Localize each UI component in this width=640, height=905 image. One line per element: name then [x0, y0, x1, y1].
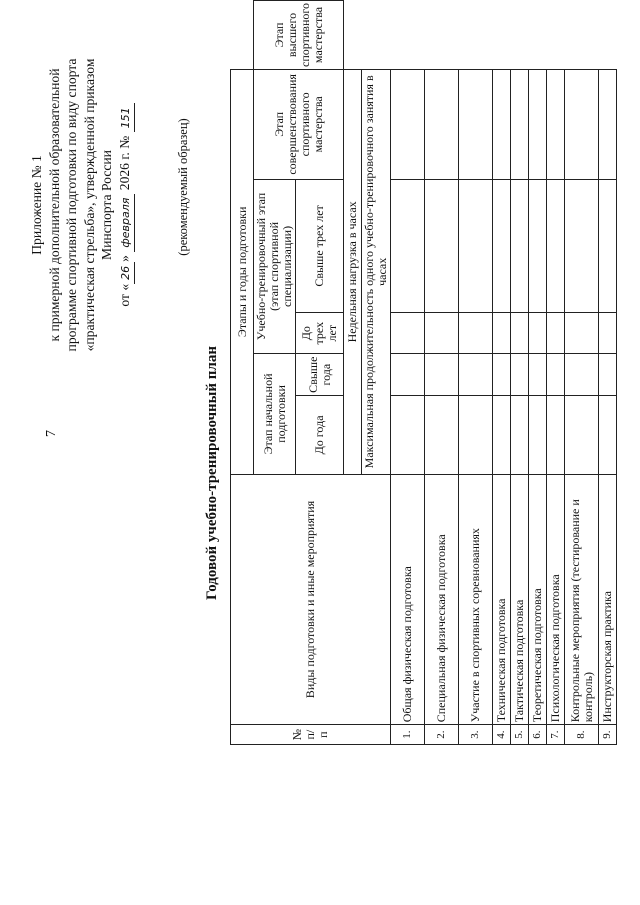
header-perfection-stage: Этап совершенствования спортивного мастерства [254, 69, 344, 179]
cell [511, 69, 529, 179]
cell [599, 69, 617, 179]
cell [425, 313, 459, 354]
appendix-line: Минспорта России [99, 150, 114, 260]
row-number: 8. [565, 725, 599, 745]
row-name: Психологическая подготовка [547, 474, 565, 725]
date-prefix: от « [116, 283, 132, 307]
cell [529, 69, 547, 179]
row-number: 6. [529, 725, 547, 745]
cell [391, 313, 425, 354]
appendix-header [28, 5, 135, 405]
cell [425, 179, 459, 312]
table-row [391, 1, 425, 745]
cell [599, 396, 617, 475]
cell [547, 69, 565, 179]
cell [529, 354, 547, 396]
cell [547, 179, 565, 312]
row-name: Инструкторская практика [599, 474, 617, 725]
date-day: 26 [117, 262, 136, 284]
header-higher-stage: Этап высшего спортивного мастерства [254, 1, 344, 70]
header-over-three-years: Свыше трех лет [296, 179, 344, 312]
cell [565, 69, 599, 179]
row-name: Техническая подготовка [493, 474, 511, 725]
cell [547, 354, 565, 396]
cell [511, 179, 529, 312]
cell [459, 179, 493, 312]
header-upto-year: До года [296, 396, 344, 475]
header-max-duration: Максимальная продолжительность одного учебно-тренировочного занятия в часах [362, 69, 391, 474]
date-mid: » [116, 255, 132, 262]
date-month: февраля [117, 194, 136, 252]
row-number: 4. [493, 725, 511, 745]
cell [565, 179, 599, 312]
date-year: 2026 г. № [116, 135, 132, 191]
cell [425, 354, 459, 396]
document-title: Годовой учебно-тренировочный план [204, 346, 220, 600]
cell [425, 396, 459, 475]
cell [599, 354, 617, 396]
appendix-line: программе спортивной подготовки по виду спорта [64, 58, 79, 352]
table-row [459, 1, 493, 745]
cell [459, 69, 493, 179]
cell [511, 396, 529, 475]
header-num: № п/п [231, 725, 391, 745]
row-name: Теоретическая подготовка [529, 474, 547, 725]
training-plan-table [230, 0, 617, 745]
row-number: 7. [547, 725, 565, 745]
table-row [511, 1, 529, 745]
cell [493, 354, 511, 396]
table-row [565, 1, 599, 745]
cell [391, 354, 425, 396]
header-upto-three-years: До трех лет [296, 313, 344, 354]
row-name: Специальная физическая подготовка [425, 474, 459, 725]
header-stages: Этапы и годы подготовки [231, 69, 254, 474]
cell [599, 313, 617, 354]
cell [391, 69, 425, 179]
row-name: Участие в спортивных соревнованиях [459, 474, 493, 725]
row-name: Общая физическая подготовка [391, 474, 425, 725]
header-over-year: Свыше года [296, 354, 344, 396]
row-number: 1. [391, 725, 425, 745]
cell [493, 179, 511, 312]
row-name: Контрольные мероприятия (тестирование и контроль) [565, 474, 599, 725]
cell [511, 313, 529, 354]
table-row [599, 1, 617, 745]
row-number: 5. [511, 725, 529, 745]
cell [391, 396, 425, 475]
cell [459, 313, 493, 354]
header-weekly-load: Недельная нагрузка в часах [344, 69, 362, 474]
cell [529, 313, 547, 354]
cell [565, 396, 599, 475]
order-date-line [116, 5, 136, 405]
cell [565, 313, 599, 354]
appendix-line: «практическая стрельба», утвержденной приказом [81, 58, 97, 352]
cell [529, 396, 547, 475]
order-number: 151 [117, 103, 136, 132]
cell [493, 313, 511, 354]
recommended-sample-note: (рекомендуемый образец) [176, 118, 190, 256]
table-row [529, 1, 547, 745]
page-number: 7 [44, 430, 59, 437]
cell [459, 396, 493, 475]
cell [599, 179, 617, 312]
row-number: 2. [425, 725, 459, 745]
appendix-line: к примерной дополнительной образовательной [46, 68, 62, 342]
cell [425, 69, 459, 179]
cell [511, 354, 529, 396]
cell [547, 313, 565, 354]
header-types: Виды подготовки и иные мероприятия [231, 474, 391, 725]
cell [565, 354, 599, 396]
row-name: Тактическая подготовка [511, 474, 529, 725]
table-row [425, 1, 459, 745]
row-number: 9. [599, 725, 617, 745]
header-initial-stage: Этап начальной подготовки [254, 354, 296, 475]
row-number: 3. [459, 725, 493, 745]
cell [529, 179, 547, 312]
cell [493, 69, 511, 179]
header-training-stage: Учебно-тренировочный этап (этап спортивной специализации) [254, 179, 296, 353]
cell [391, 179, 425, 312]
cell [459, 354, 493, 396]
table-row [547, 1, 565, 745]
cell [547, 396, 565, 475]
table-row [493, 1, 511, 745]
appendix-line: Приложение № 1 [29, 155, 44, 255]
cell [493, 396, 511, 475]
